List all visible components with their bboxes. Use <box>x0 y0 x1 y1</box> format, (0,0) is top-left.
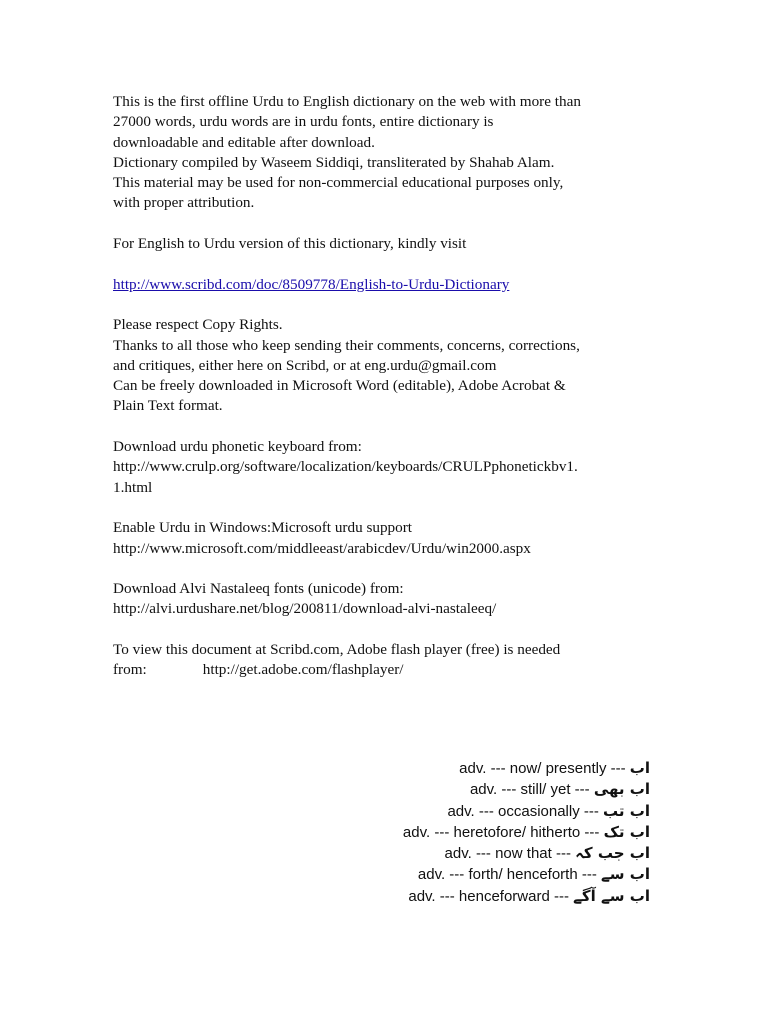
dictionary-entry <box>403 864 650 885</box>
entry-urdu: اب سے آگے <box>573 886 650 905</box>
rights-line: Thanks to all those who keep sending their comments, concerns, corrections, <box>113 336 580 354</box>
entry-english: adv. --- still/ yet --- <box>469 781 590 799</box>
english-version-text: For English to Urdu version of this dictionary, kindly visit <box>113 235 467 253</box>
dictionary-entry <box>403 822 650 843</box>
dictionary-entry <box>403 758 650 779</box>
keyboard-url-continued: 1.html <box>113 478 153 496</box>
entry-english: adv. --- occasionally --- <box>447 802 599 820</box>
fonts-line: Download Alvi Nastaleeq fonts (unicode) from: <box>113 580 404 598</box>
rights-line: and critiques, either here on Scribd, or at eng.urdu@gmail.com <box>113 356 497 374</box>
flash-from-line <box>113 660 673 680</box>
entry-english: adv. --- henceforward --- <box>408 887 569 905</box>
flash-url: http://get.adobe.com/flashplayer/ <box>202 661 404 679</box>
english-to-urdu-link[interactable]: http://www.scribd.com/doc/8509778/English-to-Urdu-Dictionary <box>113 275 510 293</box>
intro-line: Dictionary compiled by Waseem Siddiqi, transliterated by Shahab Alam. <box>113 153 555 171</box>
entry-urdu: اب <box>629 759 650 777</box>
flash-from-label: from: <box>113 661 147 679</box>
dictionary-entry <box>403 779 650 800</box>
intro-line: 27000 words, urdu words are in urdu fonts, entire dictionary is <box>113 113 494 131</box>
rights-line: Please respect Copy Rights. <box>113 316 283 334</box>
entry-urdu: اب جب کہ <box>575 844 650 863</box>
entry-urdu: اب تک <box>603 822 650 841</box>
entry-english: adv. --- forth/ henceforth --- <box>417 866 597 884</box>
keyboard-line: Download urdu phonetic keyboard from: <box>113 438 362 456</box>
entry-english: adv. --- now/ presently --- <box>459 760 626 777</box>
intro-line: This is the first offline Urdu to English dictionary on the web with more than <box>113 93 581 110</box>
intro-text-block <box>113 92 673 681</box>
entry-english: adv. --- heretofore/ hitherto --- <box>402 823 600 841</box>
dictionary-entry <box>403 843 650 864</box>
entry-english: adv. --- now that --- <box>444 845 571 863</box>
rights-line: Plain Text format. <box>113 397 223 415</box>
entry-urdu: اب بھی <box>593 780 650 799</box>
intro-line: with proper attribution. <box>113 194 255 212</box>
windows-url: http://www.microsoft.com/middleeast/arabicdev/Urdu/win2000.aspx <box>113 539 531 557</box>
fonts-url: http://alvi.urdushare.net/blog/200811/download-alvi-nastaleeq/ <box>113 600 497 618</box>
entry-urdu: اب تب <box>603 801 650 820</box>
dictionary-entries <box>403 758 650 907</box>
intro-line: This material may be used for non-commercial educational purposes only, <box>113 174 564 192</box>
dictionary-entry <box>403 886 650 907</box>
keyboard-url: http://www.crulp.org/software/localization/keyboards/CRULPphonetickbv1. <box>113 458 578 476</box>
intro-line: downloadable and editable after download. <box>113 133 375 151</box>
entry-urdu: اب سے <box>601 865 650 884</box>
dictionary-entry <box>403 801 650 822</box>
rights-line: Can be freely downloaded in Microsoft Word (editable), Adobe Acrobat & <box>113 377 566 395</box>
windows-line: Enable Urdu in Windows:Microsoft urdu support <box>113 519 413 537</box>
flash-line: To view this document at Scribd.com, Adobe flash player (free) is needed <box>113 641 561 659</box>
